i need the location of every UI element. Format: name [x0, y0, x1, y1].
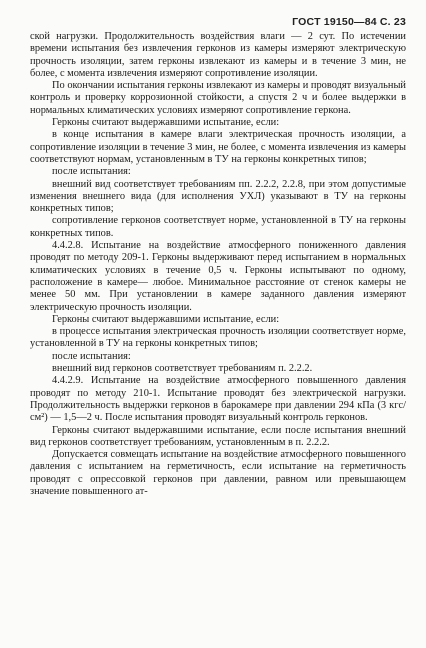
paragraph: внешний вид соответствует требованиям пп. 2.2.2, 2.2.8, при этом допустимые изменения внешнего вида (для исполнения УХЛ) указывают в ТУ на герконы конкретных типов;: [30, 178, 406, 215]
paragraph: 4.4.2.8. Испытание на воздействие атмосферного пониженного давления проводят по методу 209-1. Герконы выдерживают перед испытанием в нормальных климатических условиях в течение 0,5 ч. Герконы испытывают по одному, расположение в камере— любое. Минимальное расстояние от стенок камеры не менее 50 мм. При установлении в камере заданного давления измеряют электрическую прочность изоляции.: [30, 240, 406, 313]
paragraph: после испытания:: [52, 166, 131, 178]
paragraph: По окончании испытания герконы извлекают из камеры и проводят визуальный контроль и проверку коррозионной стойкости, а спустя 2 ч и более выдержки в нормальных климатических условиях измеряют сопротивление геркона.: [30, 80, 406, 116]
paragraph: ской нагрузки. Продолжительность воздействия влаги — 2 сут. По истечении времени испытания без извлечения герконов из камеры измеряют электрическую прочность изоляции, затем герконы извлекают из камеры и в течение 3 мин, не более, с момента извлечения измеряют сопротивление изоляции.: [30, 31, 406, 79]
paragraph: 4.4.2.9. Испытание на воздействие атмосферного повышенного давления проводят по методу 210-1. Испытание проводят без электрической нагрузки. Продолжительность выдержки герконов в барокамере при давлении 294 кПа (3 кгс/см²) — 1,5—2 ч. После испытания проводят визуальный контроль герконов.: [30, 375, 406, 424]
paragraph: после испытания:: [52, 350, 131, 362]
paragraph: сопротивление герконов соответствует норме, установленной в ТУ на герконы конкретных типов.: [30, 215, 406, 239]
paragraph: в конце испытания в камере влаги электрическая прочность изоляции, а сопротивление изоляции в течение 3 мин, не более, с момента извлечения из камеры соответствуют нормам, установленным в ТУ на герконы конкретных типов;: [30, 129, 406, 165]
body-text: [30, 31, 406, 498]
paragraph: Герконы считают выдержавшими испытание, если:: [52, 117, 280, 129]
paragraph: в процессе испытания электрическая прочность изоляции соответствует норме, установленной в ТУ на герконы конкретных типов;: [30, 326, 406, 350]
paragraph: Допускается совмещать испытание на воздействие атмосферного повышенного давления с испытанием на герметичность, если испытание на герметичность проводят с опрессовкой герконов при давлении, равном или превышающем значение повышенного ат-: [30, 449, 406, 497]
paragraph: Герконы считают выдержавшими испытание, если после испытания внешний вид герконов соответствует требованиям, установленным в п. 2.2.2.: [30, 424, 406, 448]
page-header: ГОСТ 19150—84 С. 23: [292, 16, 406, 28]
paragraph: Герконы считают выдержавшими испытание, если:: [52, 313, 280, 325]
paragraph: внешний вид герконов соответствует требованиям п. 2.2.2.: [52, 363, 313, 375]
